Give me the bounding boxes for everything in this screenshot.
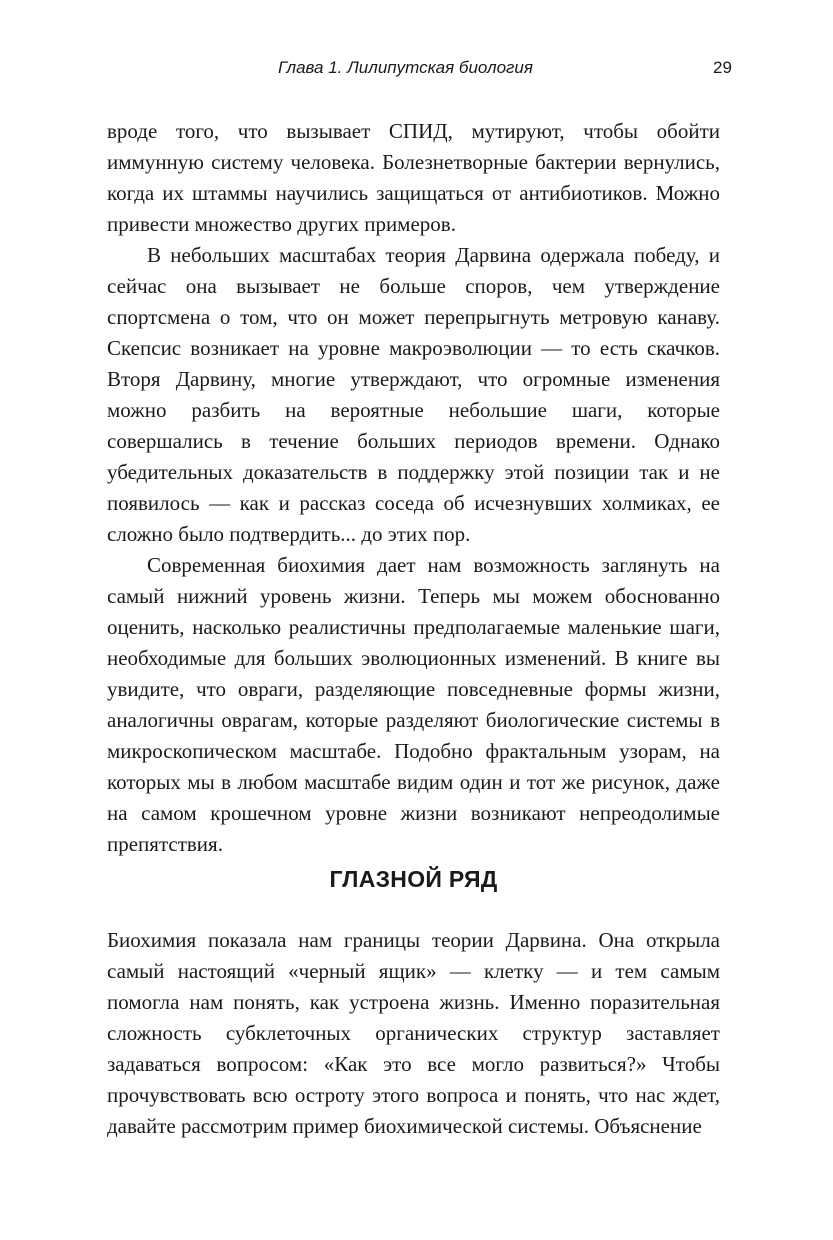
paragraph: В небольших масштабах теория Дарвина одержала победу, и сейчас она вызывает не больше споров, чем утверждение спортсмена о том, что он может перепрыгнуть метровую канаву. Скепсис возникает на уровне макроэволюции — то есть скачков. Вторя Дарвину, многие утверждают, что огромные изменения можно разбить на вероятные небольшие шаги, которые совершались в течение больших периодов времени. Однако убедительных доказательств в поддержку этой позиции так и не появилось — как и рассказ соседа об исчезнувших холмиках, ее сложно было подтвердить... до этих пор.	[107, 243, 720, 546]
section-first-paragraph: Биохимия показала нам границы теории Дарвина. Она открыла самый настоящий «черный ящик» — клетку — и тем самым помогла нам понять, как устроена жизнь. Именно поразительная сложность субклеточных органических структур заставляет задаваться вопросом: «Как это все могло развиться?» Чтобы прочувствовать всю остроту этого вопроса и понять, что нас ждет, давайте рассмотрим пример биохимической системы. Объяснение	[107, 928, 720, 1138]
chapter-title: Глава 1. Лилипутская биология	[278, 58, 533, 77]
paragraph: Современная биохимия дает нам возможность заглянуть на самый нижний уровень жизни. Теперь мы можем обоснованно оценить, насколько реалистичны предполагаемые маленькие шаги, необходимые для больших эволюционных изменений. В книге вы увидите, что овраги, разделяющие повседневные формы жизни, аналогичны оврагам, которые разделяют биологические системы в микроскопическом масштабе. Подобно фрактальным узорам, на которых мы в любом масштабе видим один и тот же рисунок, даже на самом крошечном уровне жизни возникают непреодолимые препятствия.	[107, 553, 720, 856]
section-heading: ГЛАЗНОЙ РЯД	[329, 866, 498, 892]
running-header	[0, 56, 833, 80]
paragraph-continuation: вроде того, что вызывает СПИД, мутируют, чтобы обойти иммунную систему человека. Болезнетворные бактерии вернулись, когда их штаммы научились защищаться от антибиотиков. Можно привести множество других примеров.	[107, 119, 720, 236]
page-number: 29	[713, 58, 732, 77]
body-text-bottom	[107, 925, 720, 1142]
body-text-top	[107, 116, 720, 860]
